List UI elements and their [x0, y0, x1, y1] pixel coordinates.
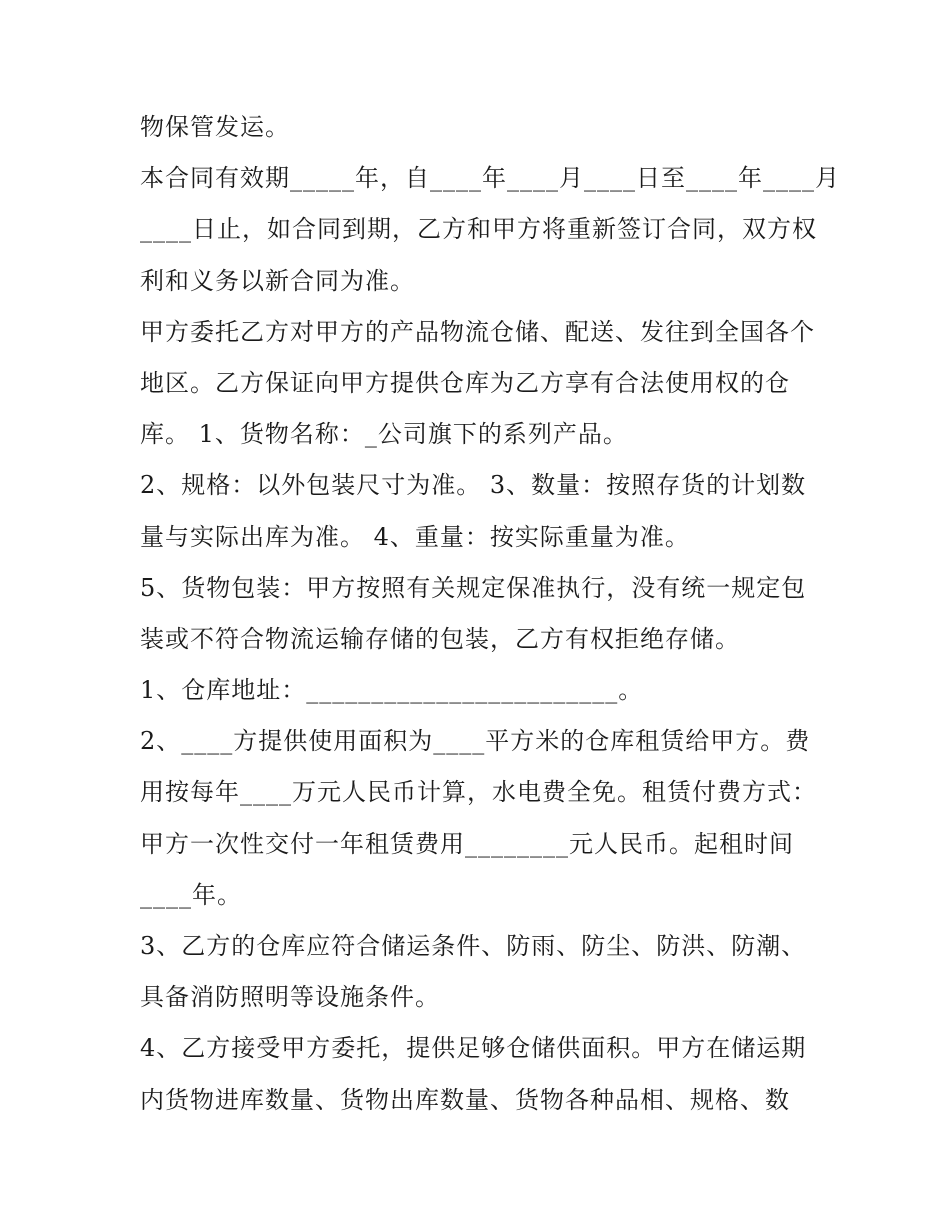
text-line: 量与实际出库为准。 4、重量：按实际重量为准。: [140, 522, 690, 551]
text-line: 2、____方提供使用面积为____平方米的仓库租赁给甲方。费: [140, 727, 811, 756]
text-line: ____年。: [140, 880, 242, 909]
text-line: 3、乙方的仓库应符合储运条件、防雨、防尘、防洪、防潮、: [140, 932, 807, 960]
text-line: 内货物进库数量、货物出库数量、货物各种品相、规格、数: [140, 1085, 790, 1114]
text-line: 1、仓库地址：________________________。: [140, 676, 644, 705]
text-line: ____日止，如合同到期，乙方和甲方将重新签订合同，双方权: [140, 215, 817, 244]
text-line: 4、乙方接受甲方委托，提供足够仓储供面积。甲方在储运期: [140, 1034, 807, 1063]
text-line: 库。 1、货物名称：_公司旗下的系列产品。: [140, 420, 628, 449]
text-line: 5、货物包装：甲方按照有关规定保准执行，没有统一规定包: [140, 573, 807, 602]
text-line: 装或不符合物流运输存储的包装，乙方有权拒绝存储。: [140, 624, 740, 653]
text-line: 2、规格：以外包装尺寸为准。 3、数量：按照存货的计划数: [140, 471, 807, 500]
text-line: 甲方一次性交付一年租赁费用________元人民币。起租时间: [140, 829, 794, 858]
text-line: 物保管发运。: [140, 113, 290, 141]
text-line: 地区。乙方保证向甲方提供仓库为乙方享有合法使用权的仓: [140, 368, 790, 397]
document-body: [140, 102, 840, 1126]
text-line: 用按每年____万元人民币计算，水电费全免。租赁付费方式：: [140, 778, 817, 807]
text-line: 具备消防照明等设施条件。: [140, 983, 440, 1012]
text-line: 利和义务以新合同为准。: [140, 266, 415, 295]
text-line: 甲方委托乙方对甲方的产品物流仓储、配送、发往到全国各个: [140, 317, 815, 346]
text-line: 本合同有效期_____年，自____年____月____日至____年____月: [140, 164, 840, 193]
